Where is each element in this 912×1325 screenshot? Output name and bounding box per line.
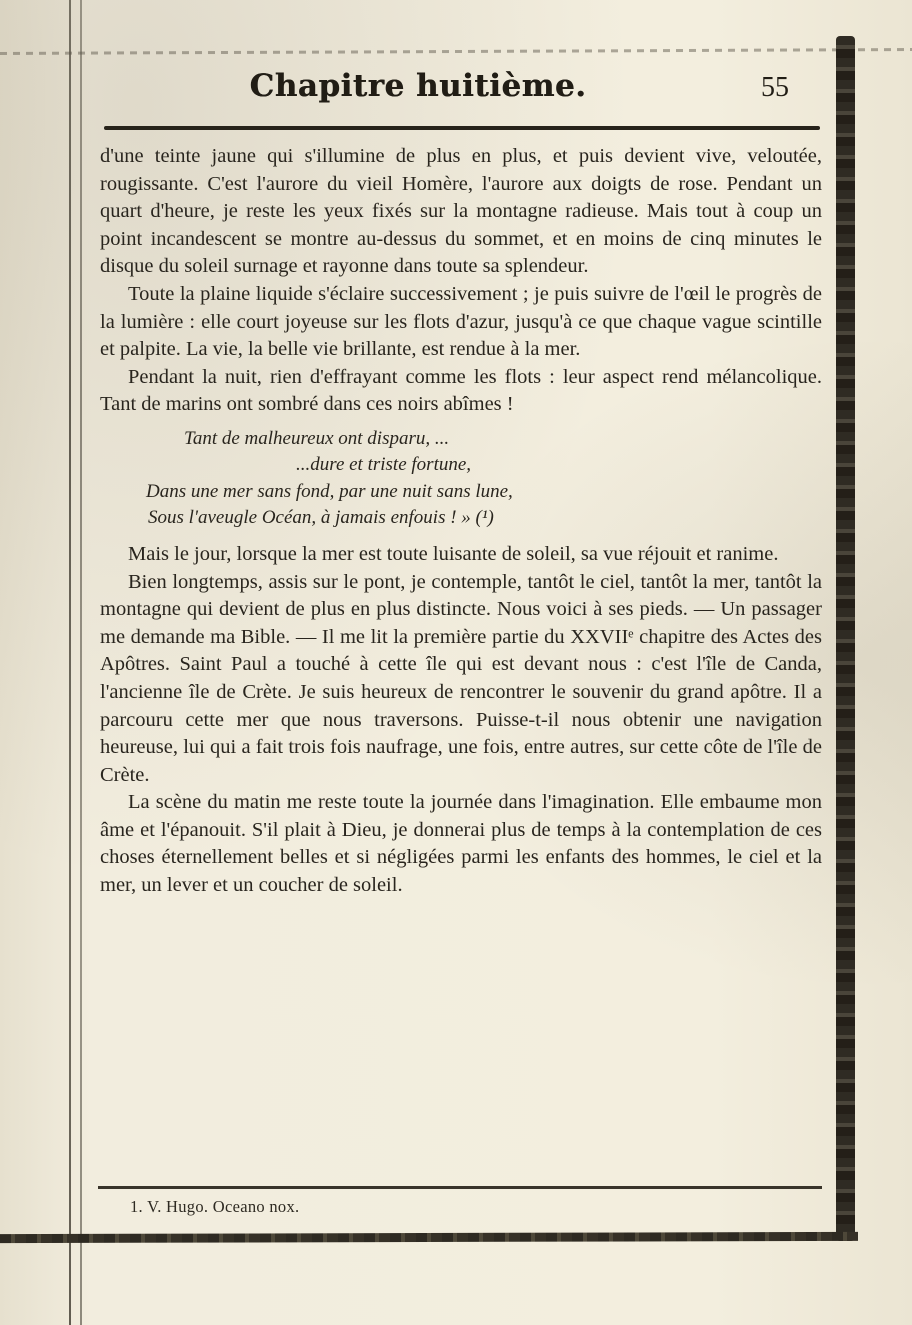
left-margin-rule-inner <box>80 0 82 1325</box>
paragraph: Toute la plaine liquide s'éclaire successivement ; je puis suivre de l'œil le progrès de la lumière : elle court joyeuse sur les flots d'azur, jusqu'à ce que chaque vague scintille et palpite. La vie, la belle vie brillante, est rendue à la mer. <box>100 282 822 361</box>
top-edge-scan-line <box>0 48 912 55</box>
page-number: 55 <box>761 72 789 103</box>
footnote-rule <box>98 1186 822 1189</box>
bottom-edge-band <box>0 1232 858 1243</box>
paragraph: La scène du matin me reste toute la journée dans l'imagination. Elle embaume mon âme et l'épanouit. S'il plait à Dieu, je donnerai plus de temps à la contemplation de ces choses éternellement belles et si négligées parmi les enfants des hommes, le ciel et la mer, un lever et un coucher de soleil. <box>100 791 822 897</box>
verse-line: Tant de malheureux ont disparu, ... <box>184 427 450 449</box>
paragraph: Mais le jour, lorsque la mer est toute luisante de soleil, sa vue réjouit et ranime. <box>128 542 779 565</box>
right-binding-band <box>836 36 855 1241</box>
paragraph: Pendant la nuit, rien d'effrayant comme les flots : leur aspect rend mélancolique. Tant de marins ont sombré dans ces noirs abîmes ! <box>100 365 822 416</box>
header-rule <box>104 126 820 130</box>
footnote-text: 1. V. Hugo. Oceano nox. <box>130 1197 300 1216</box>
verse-quote <box>100 426 822 532</box>
chapter-title: Chapitre huitième. <box>249 68 587 104</box>
paragraph: d'une teinte jaune qui s'illumine de plus en plus, et puis devient vive, veloutée, rougissante. C'est l'aurore du vieil Homère, l'aurore aux doigts de rose. Pendant un quart d'heure, je reste les yeux fixés sur la montagne radieuse. Mais tout à coup un point incandescent se montre au-dessus du sommet, et en moins de cinq minutes le disque du soleil surnage et rayonne dans toute sa splendeur. <box>100 145 822 278</box>
page-header <box>106 68 820 104</box>
main-text-block <box>100 143 822 900</box>
verse-line: Sous l'aveugle Océan, à jamais enfouis ! » (¹) <box>148 507 494 529</box>
verse-line: ...dure et triste fortune, <box>296 454 472 476</box>
paragraph: Bien longtemps, assis sur le pont, je contemple, tantôt le ciel, tantôt la mer, tantôt la montagne qui devient de plus en plus distincte. Nous voici à ses pieds. — Un passager me demande ma Bible. — Il me lit la première partie du XXVIIᵉ chapitre des Actes des Apôtres. Saint Paul a touché à cette île qui est devant nous : c'est l'île de Canda, l'ancienne île de Crète. Je suis heureux de rencontrer le souvenir du grand apôtre. Il a parcouru cette mer que nous traversons. Puisse-t-il nous obtenir une navigation heureuse, lui qui a fait trois fois naufrage, une fois, entre autres, sur cette côte de l'île de Crète. <box>100 570 822 786</box>
verse-line: Dans une mer sans fond, par une nuit sans lune, <box>146 480 513 502</box>
left-margin-rule-outer <box>69 0 71 1325</box>
